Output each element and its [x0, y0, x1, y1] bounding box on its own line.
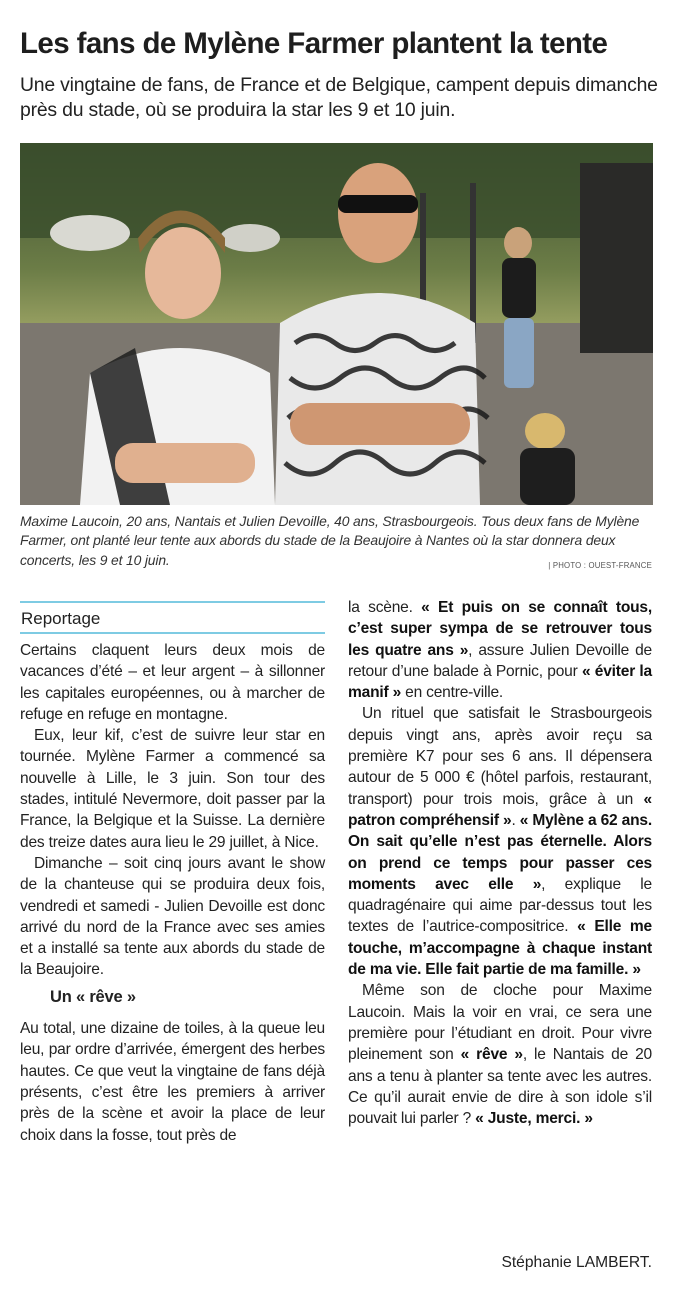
paragraph: Certains claquent leurs deux mois de vacances d’été – et leur argent – à sillonner les capitales européennes, ou à marcher de refuge en refuge en montagne. [20, 642, 325, 723]
paragraph: Eux, leur kif, c’est de suivre leur star en tournée. Mylène Farmer a commencé sa nouvelle à Lille, le 3 juin. Son tour des stades, intitulé Nevermore, doit passer par la France, la Belgique et la Suisse. La dernière des treize dates aura lieu le 29 juillet, à Nice. [20, 727, 325, 851]
rubric-label: Reportage [21, 609, 101, 628]
photo-credit: | PHOTO : OUEST-FRANCE [548, 561, 652, 570]
column-1 [20, 640, 325, 1146]
text-run: , assure Julien Devoille de retour d’une balade à Pornic, pour [348, 641, 653, 680]
rubric [20, 601, 325, 634]
photo-caption: Maxime Laucoin, 20 ans, Nantais et Julien Devoille, 40 ans, Strasbourgeois. Tous deux fans de Mylène Farmer, ont planté leur tente aux abords du stade de la Beaujoire à Nantes où la star donnera deux concerts, les 9 et 10 juin. [20, 513, 640, 568]
article-photo [20, 143, 653, 505]
text-run: , explique le quadragénaire qui aime par-dessus tout les textes de l’autrice-compositrice. [348, 875, 653, 936]
author-signature: Stéphanie LAMBERT. [501, 1254, 652, 1271]
paragraph [348, 597, 652, 703]
column-2 [348, 597, 652, 1129]
text-run: . [511, 811, 520, 829]
quote: « éviter la manif » [348, 662, 653, 702]
text-run: la scène. [348, 599, 422, 616]
paragraph [348, 980, 652, 1129]
quote: « Elle me touche, m’accompagne à chaque instant de ma vie. Elle fait partie de ma famille. » [348, 918, 652, 979]
rubric-rule-bottom [20, 632, 325, 634]
quote: « Juste, merci. » [475, 1110, 593, 1128]
text-run: en centre-ville. [401, 684, 504, 702]
paragraph [348, 703, 652, 980]
text-run: Un rituel que satisfait le Strasbourgeois depuis vingt ans, après avoir reçu sa première K7 pour ses 6 ans. Il dépensera autour de 5 000 € (hôtel parfois, restaurant, transport) pour trois mois, grâce à un [348, 705, 652, 808]
quote: « Mylène a 62 ans. On sait qu’elle n’est pas éternelle. Alors on prend ce temps pour passer ces moments avec elle » [348, 811, 652, 893]
headline: Les fans de Mylène Farmer plantent la tente [20, 27, 608, 60]
quote: « Et puis on se connaît tous, c’est super sympa de se retrouver tous les quatre ans » [348, 599, 652, 659]
quote: « patron compréhensif » [348, 790, 652, 829]
text-run: Même son de cloche pour Maxime Laucoin. Mais la voir en vrai, ce sera une première pour l’étudiant en droit. Pour vivre pleinement son [348, 982, 652, 1064]
paragraph: Au total, une dizaine de toiles, à la queue leu leu, par ordre d’arrivée, émergent des herbes hautes. Ce que veut la vingtaine de fans déjà présents, c’est être les premiers à arriver près de la scène et avoir la place de leur choix dans la fosse, tout près de [20, 1020, 325, 1144]
text-run: , le Nantais de 20 ans a tenu à planter sa tente avec les autres. Ce qu’il aurait envie de dire à son idole s’il pouvait lui parler ? [348, 1046, 652, 1128]
standfirst: Une vingtaine de fans, de France et de Belgique, campent depuis dimanche près du stade, où se produira la star les 9 et 10 juin. [20, 74, 658, 121]
quote: « rêve » [460, 1046, 523, 1064]
intertitle: Un « rêve » [50, 987, 136, 1006]
paragraph: Dimanche – soit cinq jours avant le show de la chanteuse qui se produira deux fois, vendredi et samedi - Julien Devoille est donc arrivé du nord de la France avec ses amies et a installé sa tente aux abords du stade de la Beaujoire. [20, 854, 325, 979]
